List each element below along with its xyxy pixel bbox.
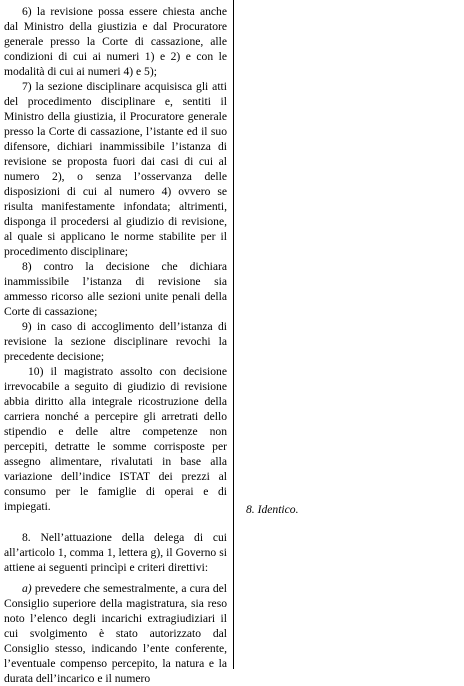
left-column: [4, 4, 227, 686]
item-6: 6) la revisione possa essere chiesta anche dal Ministro della giustizia e dal Procuratore generale presso la Corte di cassazione, alle condizioni di cui ai numeri 1) e 2) e con le modalità di cui ai numeri 4) e 5);: [4, 5, 227, 78]
point-a-text: prevedere che semestralmente, a cura del Consiglio superiore della magistratura, sia reso noto l’elenco degli incarichi extragiudiziari il cui svolgimento è stato autorizzato dal Consiglio stesso, indicando l’ente conferente, l’eventuale compenso percepito, la natura e la durata dell’incarico e il numero: [4, 582, 227, 685]
article-8-identico: 8. Identico.: [246, 503, 299, 516]
article-8-intro: 8. Nell’attuazione della delega di cui all’articolo 1, comma 1, lettera g), il Governo si attiene ai seguenti princìpi e criteri direttivi:: [4, 531, 227, 574]
item-7: 7) la sezione disciplinare acquisisca gli atti del procedimento disciplinare e, sentiti il Ministro della giustizia, il Procuratore generale presso la Corte di cassazione, l’istante ed il suo difensore, dichiari inammissibile l’istanza di revisione se proposta fuori dai casi di cui al numero 2), o senza l’osservanza delle disposizioni di cui al numero 4) ovvero se risulta manifestamente infondata; altrimenti, disponga il procedersi al giudizio di revisione, al quale si applicano le norme stabilite per il procedimento disciplinare;: [4, 80, 227, 258]
article-8-point-a: [4, 581, 227, 686]
point-a-label: a): [22, 582, 32, 595]
section-gap: [4, 514, 227, 530]
item-9: 9) in caso di accoglimento dell’istanza di revisione la sezione disciplinare revochi la precedente decisione;: [4, 320, 227, 363]
item-8: 8) contro la decisione che dichiara inammissibile l’istanza di revisione sia ammesso ricorso alle sezioni unite penali della Corte di cassazione;: [4, 260, 227, 318]
right-column: [246, 502, 456, 517]
column-divider: [233, 0, 234, 669]
item-10: 10) il magistrato assolto con decisione irrevocabile a seguito di giudizio di revisione abbia diritto alla integrale ricostruzione della carriera nonché a percepire gli arretrati dello stipendio e delle altre competenze non percepiti, detratte le somme corrisposte per assegno alimentare, rivalutati in base alla variazione dell’indice ISTAT dei prezzi al consumo per le famiglie di operai e di impiegati.: [4, 365, 227, 513]
